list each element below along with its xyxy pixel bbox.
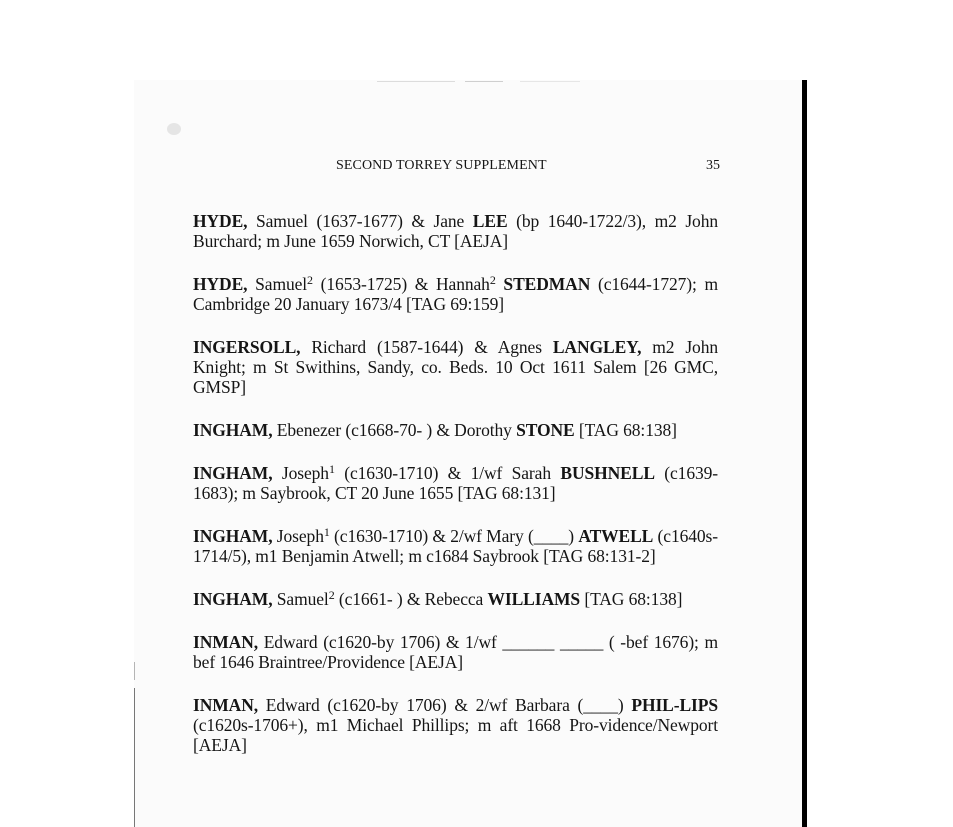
entry-text: (bp 1640-1722/3), m2 John Burchard; m June 1659 Norwich, CT [AEJA] (193, 211, 719, 251)
entry-surname: INMAN, (193, 695, 259, 715)
entry-text: (c1639-1683); m Saybrook, CT 20 June 1655 [TAG 68:131] (193, 463, 718, 503)
entry-text: (c1661- ) & Rebecca (334, 589, 488, 609)
entry-spouse: PHIL-LIPS (631, 695, 718, 715)
entry-text: Edward (c1620-by 1706) & 1/wf ______ _____ ( -bef 1676); m bef 1646 Braintree/Providence [AEJA] (193, 632, 718, 672)
entry-text: [TAG 68:138] (580, 589, 683, 609)
entry-surname: INGHAM, (193, 463, 273, 483)
entry-surname: INGHAM, (193, 526, 273, 546)
entry-text: (1653-1725) & Hannah (312, 274, 490, 294)
entry-list (193, 211, 718, 755)
list-item (193, 463, 718, 503)
entry-text: Joseph (272, 463, 329, 483)
entry-text: (c1630-1710) & 2/wf Mary (____) (329, 526, 579, 546)
page-number: 35 (706, 158, 720, 173)
entry-text: Samuel (1637-1677) & Jane (247, 211, 473, 231)
list-item (193, 526, 718, 566)
entry-text: Ebenezer (c1668-70- ) & Dorothy (272, 420, 517, 440)
binding-edge-bar (802, 80, 807, 827)
generation-number: 2 (489, 273, 496, 287)
entry-text: (c1640s-1714/5), m1 Benjamin Atwell; m c1684 Saybrook [TAG 68:131-2] (193, 526, 718, 566)
scan-margin-line (134, 688, 135, 827)
scan-edge-mark (465, 81, 503, 82)
entry-spouse: ATWELL (578, 526, 654, 546)
entry-text: Richard (1587-1644) & Agnes (300, 337, 553, 357)
entry-surname: INGERSOLL, (193, 337, 301, 357)
list-item (193, 695, 718, 755)
entry-surname: INGHAM, (193, 420, 273, 440)
list-item (193, 211, 718, 251)
generation-number: 1 (328, 462, 335, 476)
entry-spouse: STONE (516, 420, 575, 440)
entry-spouse: LANGLEY, (552, 337, 642, 357)
entry-text: Samuel (247, 274, 308, 294)
entry-surname: HYDE, (193, 211, 248, 231)
scan-smudge (167, 123, 181, 135)
entry-text: [TAG 68:138] (574, 420, 677, 440)
entry-surname: INGHAM, (193, 589, 273, 609)
entry-surname: HYDE, (193, 274, 248, 294)
entry-spouse: LEE (472, 211, 508, 231)
page-header (336, 157, 720, 177)
list-item (193, 420, 718, 440)
entry-text: m2 John Knight; m St Swithins, Sandy, co. Beds. 10 Oct 1611 Salem [26 GMC, GMSP] (193, 337, 719, 397)
entry-text: Joseph (272, 526, 324, 546)
entry-text: Edward (c1620-by 1706) & 2/wf Barbara (____) (258, 695, 632, 715)
generation-number: 2 (307, 273, 313, 287)
entry-spouse: WILLIAMS (487, 589, 581, 609)
list-item (193, 632, 718, 672)
list-item (193, 589, 718, 609)
list-item (193, 337, 718, 397)
entry-spouse: STEDMAN (495, 274, 591, 294)
generation-number: 1 (323, 525, 330, 539)
entry-spouse: BUSHNELL (560, 463, 655, 483)
running-title: SECOND TORREY SUPPLEMENT (336, 158, 547, 173)
list-item (193, 274, 718, 314)
entry-text: (c1630-1710) & 1/wf Sarah (334, 463, 561, 483)
scan-margin-line (134, 662, 135, 680)
entry-surname: INMAN, (193, 632, 259, 652)
entry-text: (c1644-1727); m Cambridge 20 January 1673/4 [TAG 69:159] (193, 274, 718, 314)
scan-edge-mark (377, 81, 455, 82)
entry-text: (c1620s-1706+), m1 Michael Phillips; m aft 1668 Pro-vidence/Newport [AEJA] (193, 715, 718, 755)
entry-text: Samuel (272, 589, 329, 609)
scan-edge-mark (520, 81, 580, 82)
generation-number: 2 (328, 588, 335, 602)
